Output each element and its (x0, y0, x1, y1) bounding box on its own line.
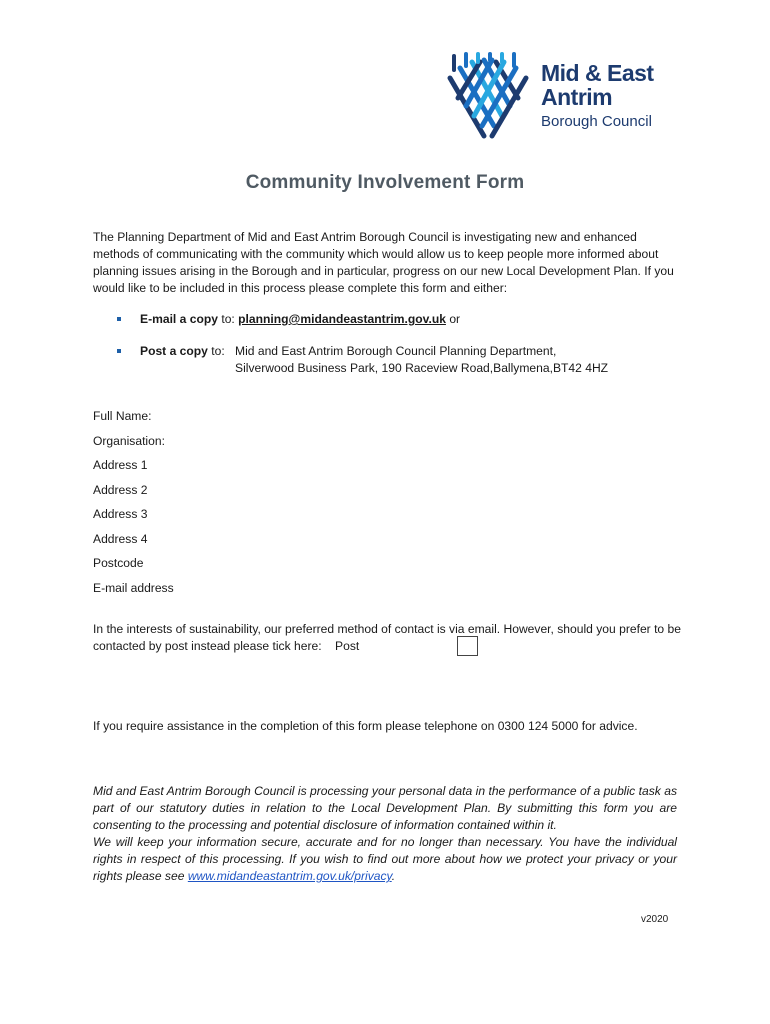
council-logo-mark-icon (440, 52, 536, 144)
field-address-1[interactable]: Address 1 (93, 458, 148, 472)
email-option-text (140, 311, 460, 328)
field-organisation[interactable]: Organisation: (93, 433, 165, 448)
privacy-text-2-container (93, 834, 677, 885)
post-option-label: Post a copy (140, 344, 208, 358)
post-checkbox-label: Post (335, 639, 360, 653)
post-address-line-2: Silverwood Business Park, 190 Raceview Road,Ballymena,BT42 4HZ (235, 361, 609, 375)
email-option-label: E-mail a copy (140, 312, 218, 326)
version-label: v2020 (641, 914, 669, 925)
post-checkbox[interactable] (457, 636, 478, 656)
intro-paragraph: The Planning Department of Mid and East Antrim Borough Council is investigating new and enhanced methods of communicating with the community which would allow us to keep people more informed about planning issues arising in the Borough and in particular, progress on our new Local Development Plan. If you would like to be included in this process please complete this form and either: (93, 230, 674, 295)
logo-line-2: Antrim (541, 84, 613, 110)
council-logo (440, 52, 690, 144)
planning-email-link[interactable]: planning@midandeastantrim.gov.uk (238, 312, 446, 326)
logo-line-1: Mid & East (541, 60, 654, 86)
field-email-address[interactable]: E-mail address (93, 580, 174, 595)
privacy-text-2: We will keep your information secure, accurate and for no longer than necessary. You have the individual rights in respect of this processing. If you wish to find out more about how we protect your privacy or your rights please see (93, 835, 677, 883)
privacy-link[interactable]: www.midandeastantrim.gov.uk/privacy (187, 869, 392, 883)
privacy-end: . (391, 869, 396, 883)
sustainability-text: In the interests of sustainability, our preferred method of contact is via email. However, should you prefer to be contacted by post instead please tick here: (93, 622, 681, 653)
post-address-line-1: Mid and East Antrim Borough Council Planning Department, (235, 344, 557, 358)
field-full-name[interactable]: Full Name: (93, 409, 152, 423)
privacy-notice (93, 783, 677, 885)
bullet-icon (117, 317, 121, 321)
field-address-3[interactable]: Address 3 (93, 507, 148, 521)
logo-wordmark (541, 62, 654, 129)
contact-fields (93, 408, 174, 604)
logo-line-3: Borough Council (541, 113, 652, 130)
bullet-icon (117, 349, 121, 353)
field-address-2[interactable]: Address 2 (93, 482, 148, 497)
email-option-suffix: or (449, 312, 461, 326)
sustainability-paragraph (93, 621, 683, 655)
privacy-text-1: Mid and East Antrim Borough Council is processing your personal data in the performance of a public task as part of our statutory duties in relation to the Local Development Plan. By submitting this form you are consenting to the processing and potential disclosure of information contained within it. (93, 784, 677, 832)
email-option-to: to: (221, 312, 235, 326)
post-option-text (140, 343, 225, 360)
field-postcode[interactable]: Postcode (93, 556, 144, 570)
assistance-text: If you require assistance in the completion of this form please telephone on 0300 124 5000 for advice. (93, 719, 638, 733)
page-title: Community Involvement Form (245, 172, 525, 193)
field-address-4[interactable]: Address 4 (93, 531, 148, 546)
post-option-to: to: (211, 344, 225, 358)
